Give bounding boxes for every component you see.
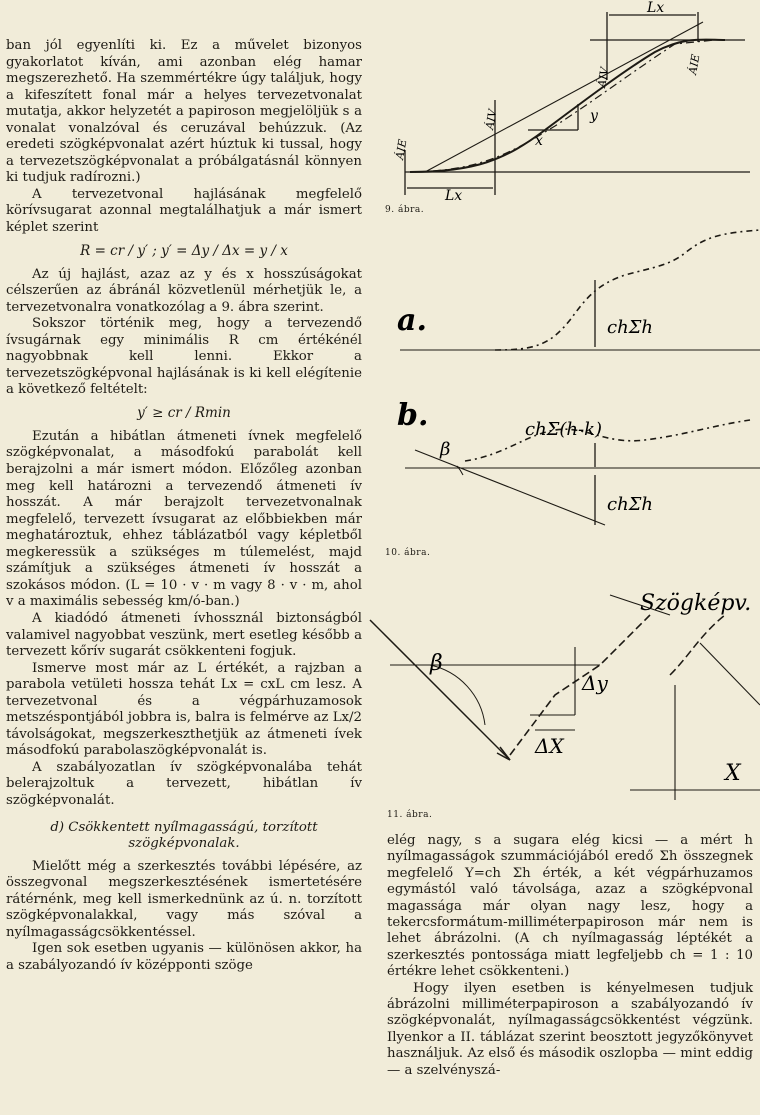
- fig11-dy: Δy: [582, 671, 608, 695]
- fig10-beta: β: [440, 439, 451, 460]
- fig11-dx: ΔX: [535, 734, 564, 758]
- paragraph: elég nagy, s a sugara elég kicsi — a mért h nyílmagasságok szummációjából eredő Σh összegnek megfelelő Y=ch Σh érték, a két végpárhuzamos egymástól való távolsága, azaz a szögképvonal magassága már olyan nagy lesz, hogy a tekercsformátum-milliméterpapiroson már nem is lehet ábrázolni. (A ch nyílmagasság léptékét a szerkesztés pontossága miatt legfeljebb ch = 1 : 10 értékre lehet csökkenteni.): [387, 833, 753, 980]
- fig11-szogkepv: Szögképv.: [640, 591, 752, 616]
- fig10-label-a: a.: [397, 303, 427, 338]
- paragraph: Ezután a hibátlan átmeneti ívnek megfelelő szögképvonalat, a másodfokú parabolát kell berajzolni a már ismert módon. Előzőleg azonban meg kell határozni a tervezendő átmeneti ív hosszát. A már berajzolt tervezetvonalnak megfelelő, tervezett ívsugarat az előbbiekben már meghatároztuk, ehhez táblázatból vagy képletből megkeressük a szükséges m túlemelést, majd számítjuk a szükséges átmeneti ív hosszát a szokásos módon. (L = 10 · v · m vagy 8 · v · m, ahol v a maximális sebesség km/ó-ban.): [6, 428, 362, 610]
- figure-10-caption: 10. ábra.: [385, 548, 431, 558]
- fig9-aiv-1: ÁIV: [483, 108, 500, 131]
- paragraph: A kiadódó átmeneti ívhossznál biztonságból valamivel nagyobbat veszünk, mert esetleg később a tervezett kőrív sugarát csökkenteni fogjuk.: [6, 610, 362, 660]
- figure-9: [385, 0, 760, 215]
- right-text-column: [387, 833, 753, 1079]
- fig11-beta: β: [430, 651, 443, 676]
- paragraph: Mielőtt még a szerkesztés további lépésére, az összegvonal megszerkesztésének ismertetésére rátérnénk, meg kell ismerkednünk az ú. n. torzított szögképvonalakkal, vagy más szóval a nyílmagasságcsökkentéssel.: [6, 858, 362, 940]
- paragraph: ban jól egyenlíti ki. Ez a művelet bizonyos gyakorlatot kíván, ami azonban elég hamar megszerezhető. Ha szemmértékre úgy találjuk, hogy a kifeszített fonal már a helyes tervezetvonalat mutatja, akkor helyzetét a papiroson megjelöljük s a vonalat vonalzóval és ceruzával behúzzuk. (Az eredeti szögképvonalat azért húztuk ki tussal, hogy a tervezetszögképvonalat a próbálgatásnál könnyen ki tudjuk radírozni.): [6, 38, 362, 186]
- section-heading: d) Csökkentett nyílmagasságú, torzított szögképvonalak.: [50, 819, 318, 852]
- fig9-lx-bottom: Lx: [445, 188, 463, 204]
- figure-11-caption: 11. ábra.: [387, 810, 433, 820]
- fig10-chsh-a: chΣh: [607, 317, 653, 338]
- fig9-lx-top: Lx: [647, 0, 665, 16]
- paragraph: Az új hajlást, azaz az y és x hosszúságokat célszerűen az ábránál közvetlenül mérhetjük le, a tervezetvonalra vonatkozólag a 9. ábra szerint.: [6, 266, 362, 315]
- fig11-x: X: [725, 761, 741, 786]
- paragraph: Igen sok esetben ugyanis — különösen akkor, ha a szabályozandó ív középponti szöge: [6, 941, 362, 973]
- fig10-chsh-b: chΣh: [607, 494, 653, 515]
- paragraph: A tervezetvonal hajlásának megfelelő körívsugarat azonnal megtalálhatjuk a már ismert képlet szerint: [6, 186, 362, 236]
- paragraph: Hogy ilyen esetben is kényelmesen tudjuk ábrázolni milliméterpapiroson a szabályozandó ív szögképvonalát, nyílmagasságcsökkentést végzünk. Ilyenkor a II. táblázat szerint beosztott jegyzőkönyvet használjuk. Az első és második oszlopba — mint eddig — a szelvényszá-: [387, 980, 753, 1078]
- paragraph: Sokszor történik meg, hogy a tervezendő ívsugárnak egy minimális R cm értékénél nagyobbnak kell lenni. Ekkor a tervezetszögképvonal hajlásának is ki kell elégítenie a következő feltételt:: [6, 316, 362, 398]
- paragraph: Ismerve most már az L értékét, a rajzban a parabola vetületi hossza tehát Lx = cxL cm lesz. A tervezetvonal és a végpárhuzamosok metszéspontjából jobbra is, balra is felmérve az Lx/2 távolságokat, megszerkeszthetjük az átmeneti ívek másodfokú parabolaszögképvonalát is.: [6, 660, 362, 759]
- fig9-aie-right: ÁIE: [686, 53, 703, 76]
- figure-10: [385, 225, 760, 550]
- formula-radius: R = cr / y′ ; y′ = Δy / Δx = y / x: [80, 242, 288, 259]
- fig9-x: x: [535, 133, 543, 149]
- fig10-chshk: chΣ(h-k): [525, 419, 603, 440]
- fig9-aie-left: ÁIE: [393, 138, 410, 161]
- paragraph: A szabályozatlan ív szögképvonalába tehát belerajzoltuk a tervezett, hibátlan ív szögképvonalát.: [6, 759, 362, 808]
- formula-condition: y′ ≥ cr / Rmin: [137, 404, 231, 421]
- fig9-y: y: [590, 108, 598, 124]
- fig9-aiv-2: ÁIV: [595, 66, 612, 89]
- figure-11: [370, 575, 760, 805]
- figure-9-caption: 9. ábra.: [385, 205, 425, 215]
- left-text-column: [6, 38, 362, 974]
- fig10-label-b: b.: [397, 398, 429, 433]
